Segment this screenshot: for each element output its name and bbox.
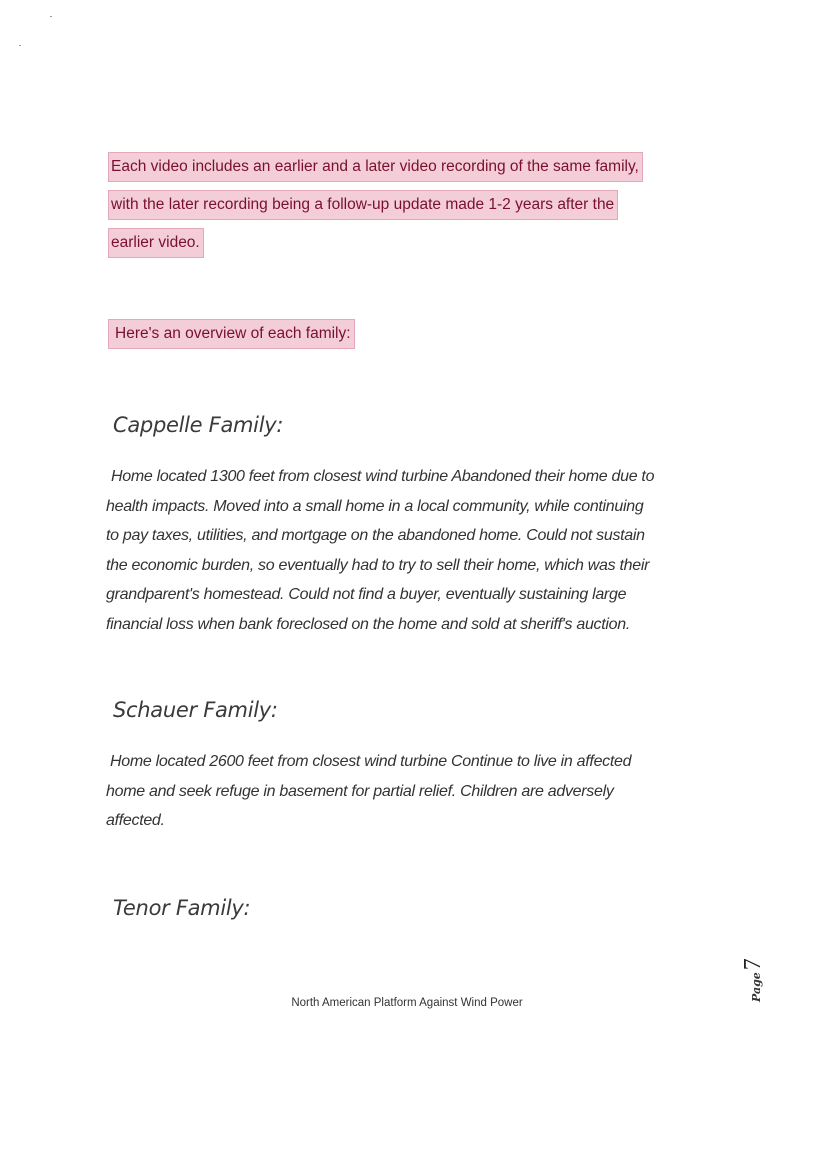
page-number-value: 7	[740, 958, 766, 971]
description-line: to pay taxes, utilities, and mortgage on the abandoned home. Could not sustain	[106, 527, 645, 545]
description-line: health impacts. Moved into a small home in a local community, while continuing	[106, 497, 644, 515]
description-line: home and seek refuge in basement for partial relief. Children are adversely	[106, 782, 614, 800]
intro-line: Each video includes an earlier and a later video recording of the same family,	[108, 152, 643, 182]
overview-highlight	[108, 319, 355, 357]
description-line: Home located 2600 feet from closest wind turbine Continue to live in affected	[110, 753, 632, 770]
intro-line: earlier video.	[108, 228, 204, 258]
description-line: grandparent's homestead. Could not find a buyer, eventually sustaining large	[106, 586, 627, 604]
family-description-schauer	[106, 747, 726, 836]
overview-heading: Here's an overview of each family:	[108, 319, 355, 349]
scan-speck	[19, 45, 21, 46]
intro-line: with the later recording being a follow-up update made 1-2 years after the	[108, 190, 618, 220]
description-line: the economic burden, so eventually had to try to sell their home, which was their	[106, 556, 650, 574]
family-description-cappelle	[106, 462, 726, 640]
family-title-cappelle: Cappelle Family:	[113, 413, 284, 437]
family-title-schauer: Schauer Family:	[113, 698, 278, 722]
description-line: financial loss when bank foreclosed on the home and sold at sheriff's auction.	[106, 615, 630, 633]
description-line: Home located 1300 feet from closest wind turbine Abandoned their home due to	[111, 468, 655, 485]
page-label: Page	[750, 972, 763, 1002]
family-title-tenor: Tenor Family:	[113, 896, 251, 920]
intro-highlight	[108, 152, 712, 266]
description-line: affected.	[106, 812, 165, 830]
footer-text: North American Platform Against Wind Power	[291, 997, 523, 1009]
page-number	[740, 942, 768, 1002]
scan-speck	[50, 16, 52, 17]
